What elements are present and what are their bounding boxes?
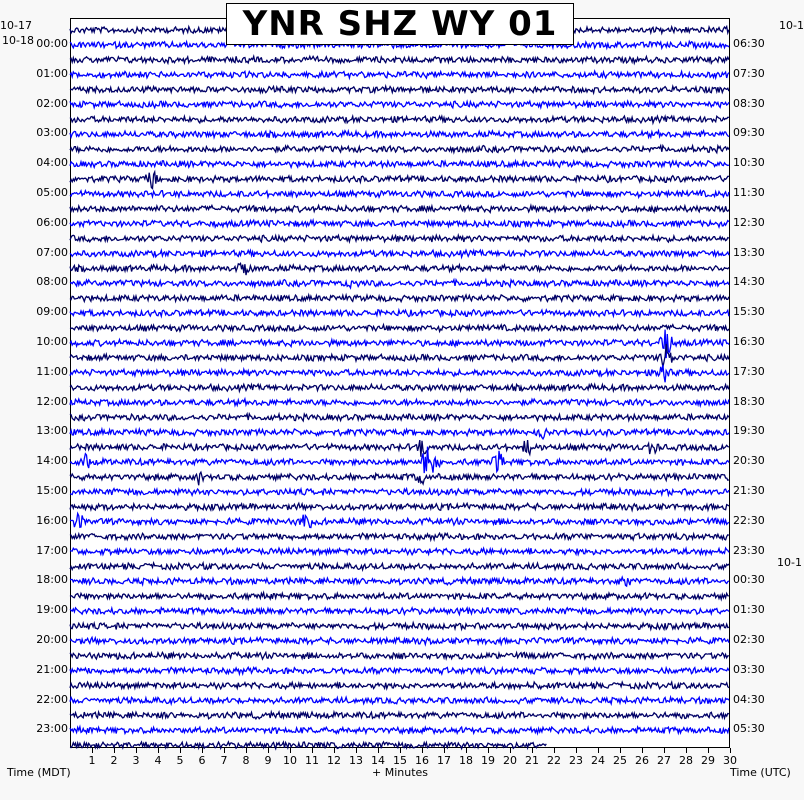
minute-tick: [136, 748, 137, 753]
trace-row: [70, 330, 729, 359]
left-hour-label: 09:00: [36, 305, 68, 319]
trace-row: [70, 161, 729, 168]
minute-tick: [246, 748, 247, 753]
left-hour-label: 20:00: [36, 633, 68, 646]
minute-tick: [444, 748, 445, 753]
trace-row: [70, 697, 729, 704]
right-hour-label: 23:30: [733, 543, 765, 557]
minute-tick: [488, 748, 489, 753]
minute-tick-label: 12: [327, 754, 341, 767]
minute-tick-label: 20: [503, 754, 517, 767]
minute-tick: [708, 748, 709, 753]
minute-tick-label: 24: [591, 754, 605, 767]
minute-tick: [642, 748, 643, 753]
left-date-next: 10-18: [2, 34, 34, 47]
left-axis-title: Time (MDT): [7, 766, 71, 779]
minute-tick: [554, 748, 555, 753]
trace-row: [70, 503, 729, 510]
right-hour-label: 09:30: [733, 126, 765, 140]
right-hour-label: 05:30: [733, 722, 765, 736]
right-hour-label: 21:30: [733, 484, 765, 497]
right-hour-label: 10:30: [733, 156, 765, 170]
trace-row: [70, 548, 729, 555]
station-title: YNR SHZ WY 01: [226, 3, 574, 45]
trace-row: [70, 71, 729, 78]
minute-tick: [598, 748, 599, 753]
left-hour-label: 23:00: [36, 722, 68, 736]
minute-tick: [686, 748, 687, 753]
trace-row: [70, 622, 729, 629]
left-hour-label: 10:00: [36, 335, 68, 348]
minute-tick: [422, 748, 423, 753]
minute-tick-label: 11: [305, 754, 319, 767]
minute-tick: [400, 748, 401, 753]
right-hour-label: 08:30: [733, 96, 765, 110]
trace-row: [70, 56, 729, 63]
seismic-traces: [70, 18, 730, 748]
trace-row: [70, 280, 729, 288]
minute-tick-label: 4: [154, 754, 162, 767]
trace-row: [70, 86, 729, 93]
minute-tick-label: 6: [198, 754, 206, 767]
trace-row: [70, 399, 729, 406]
trace-row: [70, 344, 729, 367]
trace-row: [70, 682, 729, 689]
minute-tick-label: 21: [525, 754, 539, 767]
trace-row: [70, 325, 729, 332]
trace-row: [70, 146, 729, 153]
minute-tick-label: 29: [701, 754, 715, 767]
left-hour-label: 16:00: [36, 513, 68, 527]
minute-tick-label: 26: [635, 754, 649, 767]
left-hour-label: 04:00: [36, 156, 68, 170]
minute-tick-label: 23: [569, 754, 583, 767]
minute-tick: [466, 748, 467, 753]
trace-row: [70, 440, 729, 457]
trace-row: [70, 235, 729, 242]
trace-row: [70, 472, 729, 485]
trace-row: [70, 101, 729, 108]
right-hour-label: 00:30: [733, 573, 765, 587]
trace-row: [70, 727, 729, 734]
minute-tick-label: 27: [657, 754, 671, 767]
left-hour-label: 19:00: [36, 603, 68, 617]
trace-row: [70, 652, 729, 659]
trace-row: [70, 429, 729, 439]
minute-tick: [730, 748, 731, 753]
right-hour-label: 17:30: [733, 364, 765, 378]
left-hour-label: 08:00: [36, 275, 68, 289]
left-hour-label: 21:00: [36, 662, 68, 676]
right-hour-label: 01:30: [733, 603, 765, 617]
right-date-start: 10-1: [779, 19, 804, 32]
minute-tick-label: 15: [393, 754, 407, 767]
left-hour-label: 12:00: [36, 394, 68, 408]
left-hour-label: 05:00: [36, 186, 68, 199]
minute-tick: [576, 748, 577, 753]
minute-tick: [378, 748, 379, 753]
minute-tick-label: 3: [132, 754, 140, 767]
minute-tick: [224, 748, 225, 753]
trace-row: [70, 667, 729, 674]
minute-tick-label: 7: [220, 754, 228, 767]
minute-tick: [510, 748, 511, 753]
trace-row: [70, 712, 729, 719]
right-hour-label: 16:30: [733, 335, 765, 348]
left-hour-label: 11:00: [36, 364, 68, 378]
right-hour-label: 07:30: [733, 66, 765, 80]
minute-tick: [532, 748, 533, 753]
trace-row: [70, 116, 729, 123]
left-hour-label: 22:00: [36, 692, 68, 706]
trace-row: [70, 637, 729, 644]
minute-tick: [290, 748, 291, 753]
minute-tick-label: 28: [679, 754, 693, 767]
minute-tick: [180, 748, 181, 753]
trace-row: [70, 365, 729, 383]
left-hour-label: 18:00: [36, 573, 68, 587]
minute-tick: [268, 748, 269, 753]
left-hour-label: 14:00: [36, 454, 68, 468]
right-hour-label: 15:30: [733, 305, 765, 319]
minute-tick-label: 22: [547, 754, 561, 767]
left-hour-label: 06:00: [36, 215, 68, 229]
left-hour-label: 03:00: [36, 126, 68, 140]
trace-row: [70, 533, 729, 540]
left-date-start: 10-17: [0, 19, 32, 32]
minute-tick-label: 16: [415, 754, 429, 767]
minute-tick: [114, 748, 115, 753]
minute-tick-label: 5: [176, 754, 184, 767]
right-hour-label: 04:30: [733, 692, 765, 706]
right-hour-label: 20:30: [733, 454, 765, 468]
minute-tick-label: 25: [613, 754, 627, 767]
bottom-axis-title: + Minutes: [372, 766, 429, 779]
left-hour-label: 13:00: [36, 424, 68, 438]
right-hour-label: 06:30: [733, 37, 765, 50]
minute-tick: [92, 748, 93, 753]
minute-tick-label: 30: [723, 754, 737, 767]
minute-tick-label: 8: [242, 754, 250, 767]
minute-tick-label: 13: [349, 754, 363, 767]
minute-tick: [334, 748, 335, 753]
minute-tick-label: 18: [459, 754, 473, 767]
trace-row: [70, 414, 729, 421]
trace-row: [70, 563, 729, 570]
minute-tick: [356, 748, 357, 753]
minute-tick-label: 17: [437, 754, 451, 767]
trace-row: [70, 191, 729, 198]
minute-tick-label: 9: [264, 754, 272, 767]
right-hour-label: 03:30: [733, 662, 765, 676]
left-hour-label: 01:00: [36, 66, 68, 80]
trace-row: [70, 577, 729, 586]
minute-tick-label: 2: [110, 754, 118, 767]
trace-row: [70, 489, 729, 496]
right-hour-label: 22:30: [733, 513, 765, 527]
left-hour-label: 00:00: [36, 37, 68, 50]
minute-tick-label: 19: [481, 754, 495, 767]
trace-row: [70, 593, 729, 600]
trace-row: [70, 295, 729, 302]
right-hour-label: 12:30: [733, 215, 765, 229]
left-hour-label: 07:00: [36, 245, 68, 259]
left-hour-label: 17:00: [36, 543, 68, 557]
trace-row: [70, 447, 729, 474]
left-hour-label: 02:00: [36, 96, 68, 110]
minute-tick: [312, 748, 313, 753]
trace-row: [70, 206, 729, 213]
left-hour-label: 15:00: [36, 484, 68, 497]
trace-row: [70, 131, 729, 138]
right-hour-label: 14:30: [733, 275, 765, 289]
right-hour-label: 11:30: [733, 186, 765, 199]
trace-row: [70, 514, 729, 528]
right-axis-title: Time (UTC): [730, 766, 791, 779]
trace-row: [70, 608, 729, 615]
minute-tick: [158, 748, 159, 753]
minute-tick-label: 10: [283, 754, 297, 767]
right-date-next: 10-1: [777, 556, 802, 569]
right-hour-label: 18:30: [733, 394, 765, 408]
trace-row: [70, 310, 729, 317]
minute-tick-label: 14: [371, 754, 385, 767]
minute-tick: [202, 748, 203, 753]
minute-tick: [664, 748, 665, 753]
minute-tick-label: 1: [88, 754, 96, 767]
trace-row: [70, 220, 729, 227]
trace-row: [70, 250, 729, 257]
right-hour-label: 02:30: [733, 633, 765, 646]
right-hour-label: 13:30: [733, 245, 765, 259]
trace-row: [70, 172, 729, 189]
trace-row: [70, 384, 729, 391]
minute-tick: [620, 748, 621, 753]
minutes-axis: [70, 748, 737, 768]
right-hour-label: 19:30: [733, 424, 765, 438]
trace-row: [70, 263, 729, 275]
